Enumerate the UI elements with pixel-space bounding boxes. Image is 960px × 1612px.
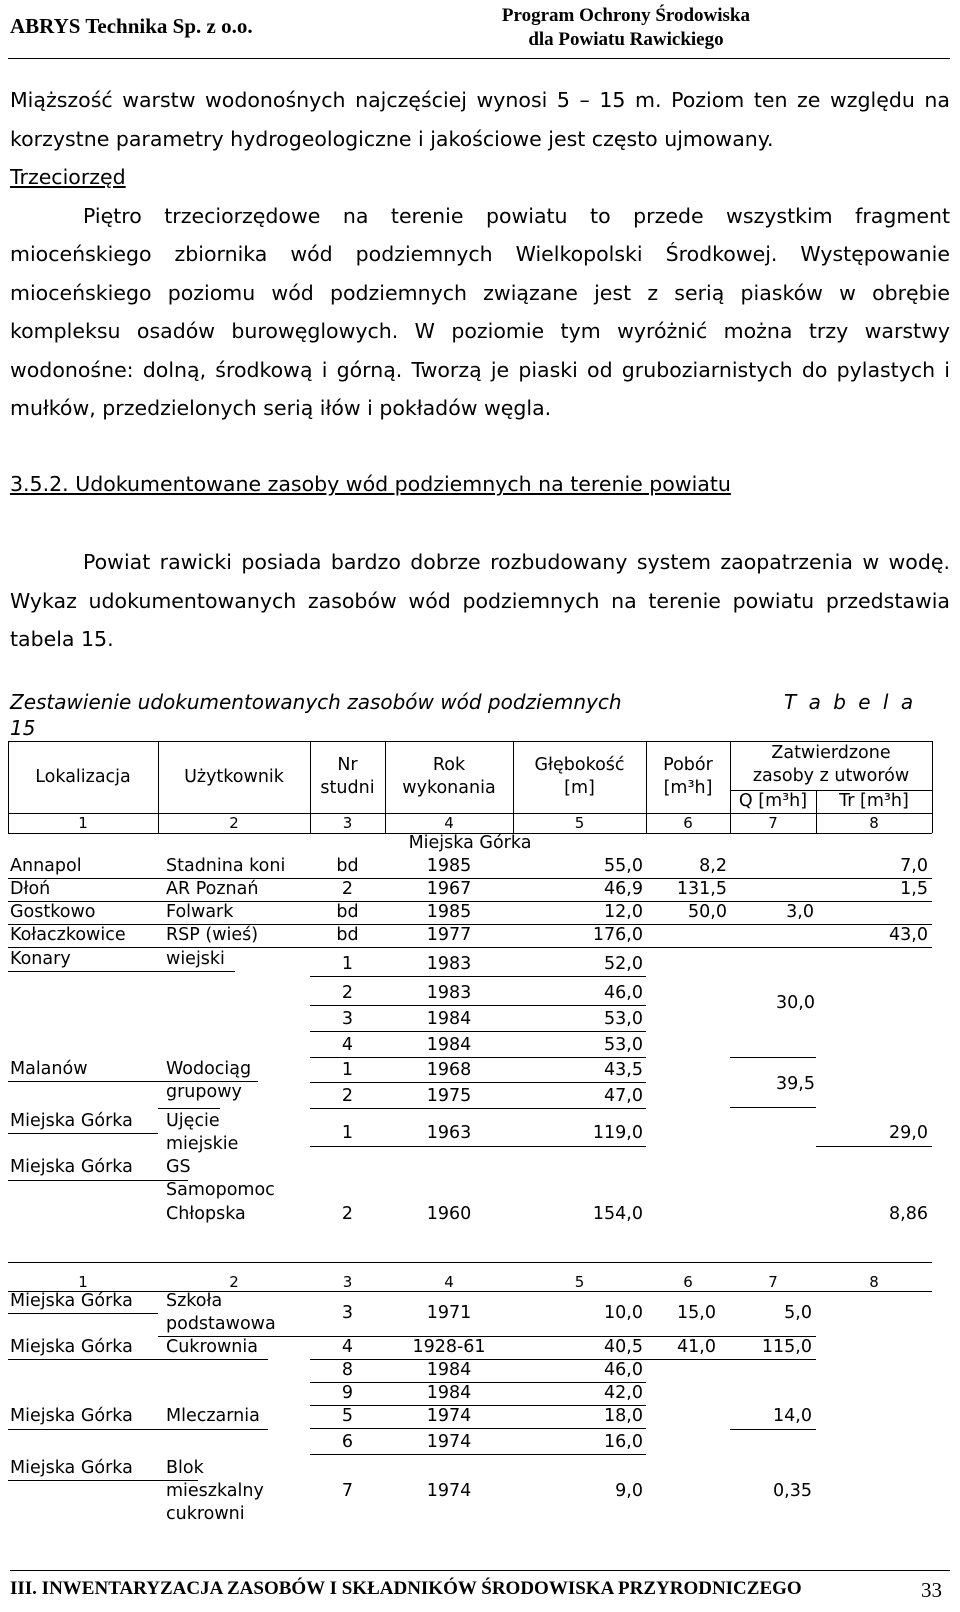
col-num: 7	[768, 814, 778, 832]
row-uzytkownik: Wodociąg	[166, 1059, 252, 1079]
row-rok: 1985	[426, 902, 472, 922]
row-uzytkownik: Stadnina koni	[166, 856, 286, 876]
col-header-pobor: Pobór	[663, 755, 713, 775]
row-rok: 1974	[426, 1432, 472, 1452]
page-number: 33	[921, 1578, 942, 1602]
row-glebokosc: 154,0	[592, 1204, 643, 1224]
row-rok: 1967	[426, 879, 472, 899]
section-heading: 3.5.2. Udokumentowane zasoby wód podziemnych na terenie powiatu	[10, 472, 731, 496]
row-uzytkownik-3: Chłopska	[166, 1204, 246, 1224]
col-num: 3	[342, 1273, 353, 1291]
row-nr: 4	[341, 1035, 354, 1055]
col-header-tr: Tr [m³h]	[839, 791, 909, 811]
row-tr: 1,5	[900, 879, 928, 899]
row-tr: 43,0	[889, 925, 928, 945]
col-num: 1	[78, 814, 88, 832]
row-rok: 1984	[426, 1360, 472, 1380]
col-num: 8	[869, 814, 879, 832]
program-title-line1: Program Ochrony Środowiska	[501, 5, 750, 26]
paragraph-line: Powiat rawicki posiada bardzo dobrze rozbudowany system zaopatrzenia w wodę.	[83, 550, 950, 574]
paragraph-line: kompleksu osadów burowęglowych. W poziomie tym wyróżnić można trzy warstwy	[10, 319, 950, 343]
row-glebokosc: 42,0	[604, 1383, 643, 1403]
col-header-pobor-2: [m³h]	[663, 778, 713, 798]
row-pobor: 15,0	[677, 1303, 716, 1323]
row-lokalizacja: Miejska Górka	[10, 1157, 133, 1177]
paragraph-line: Wykaz udokumentowanych zasobów wód podziemnych na terenie powiatu przedstawia	[10, 588, 950, 613]
col-header-zatwierdzone: Zatwierdzone	[771, 743, 891, 763]
row-q: 5,0	[784, 1303, 812, 1323]
row-rok: 1928-61	[412, 1337, 486, 1357]
col-num: 5	[574, 1273, 585, 1291]
col-num: 6	[683, 814, 693, 832]
row-rok: 1968	[426, 1060, 472, 1080]
row-uzytkownik: AR Poznań	[166, 879, 259, 899]
row-nr: bd	[336, 902, 359, 922]
row-glebokosc: 52,0	[604, 954, 643, 974]
row-lokalizacja: Miejska Górka	[10, 1291, 133, 1311]
row-lokalizacja: Miejska Górka	[10, 1111, 133, 1131]
col-num: 3	[342, 814, 353, 832]
company-name: ABRYS Technika Sp. z o.o.	[10, 14, 253, 38]
row-uzytkownik: Mleczarnia	[166, 1406, 260, 1426]
row-uzytkownik-2: grupowy	[166, 1082, 242, 1102]
row-q: 14,0	[773, 1406, 812, 1426]
col-num: 4	[444, 1273, 454, 1291]
row-uzytkownik: Blok	[166, 1458, 204, 1478]
col-num: 7	[768, 1273, 778, 1291]
row-lokalizacja: Malanów	[10, 1059, 88, 1079]
page-footer	[10, 1578, 950, 1600]
paragraph-line: mułków, przedzielonych serią iłów i pokładów węgla.	[10, 396, 552, 420]
col-num: 1	[78, 1273, 88, 1291]
row-nr: 8	[341, 1360, 354, 1380]
col-num: 2	[229, 814, 239, 832]
row-nr: 2	[341, 983, 354, 1003]
row-glebokosc: 16,0	[604, 1432, 643, 1452]
col-header-glebokosc: Głębokość	[534, 755, 625, 775]
paragraph-line: Miąższość warstw wodonośnych najczęściej wynosi 5 – 15 m. Poziom ten ze względu na	[10, 88, 950, 112]
row-uzytkownik: Cukrownia	[166, 1337, 258, 1357]
program-title-line2: dla Powiatu Rawickiego	[528, 29, 724, 50]
row-q: 115,0	[761, 1337, 812, 1357]
col-num: 4	[444, 814, 454, 832]
col-header-q: Q [m³h]	[738, 791, 808, 811]
row-lokalizacja: Konary	[10, 949, 71, 969]
row-tr: 29,0	[889, 1123, 928, 1143]
row-nr: bd	[336, 856, 359, 876]
row-nr: 2	[341, 1086, 354, 1106]
table-label: T a b e l a	[784, 690, 917, 714]
row-glebokosc: 119,0	[592, 1123, 643, 1143]
row-uzytkownik: Ujęcie	[166, 1111, 220, 1131]
row-rok: 1984	[426, 1009, 472, 1029]
row-uzytkownik-2: podstawowa	[166, 1314, 276, 1334]
row-glebokosc: 53,0	[604, 1009, 643, 1029]
row-rok: 1974	[426, 1406, 472, 1426]
paragraph-line: korzystne parametry hydrogeologiczne i jakościowe jest często ujmowany.	[10, 126, 774, 151]
row-uzytkownik: wiejski	[166, 949, 225, 969]
row-nr: 3	[341, 1009, 354, 1029]
row-glebokosc: 12,0	[604, 902, 643, 922]
row-tr: 7,0	[900, 856, 928, 876]
row-glebokosc: 47,0	[604, 1086, 643, 1106]
row-nr: 5	[341, 1406, 354, 1426]
col-num: 5	[574, 814, 585, 832]
row-uzytkownik: Folwark	[166, 902, 234, 922]
row-glebokosc: 40,5	[604, 1337, 643, 1357]
row-nr: 4	[341, 1337, 354, 1357]
row-nr: 2	[341, 1204, 354, 1224]
row-nr: 3	[341, 1303, 354, 1323]
row-lokalizacja: Annapol	[10, 856, 82, 876]
row-uzytkownik: Szkoła	[166, 1291, 223, 1311]
col-header-rok-2: wykonania	[402, 778, 496, 798]
row-lokalizacja: Dłoń	[10, 879, 51, 899]
row-glebokosc: 46,0	[604, 983, 643, 1003]
row-pobor: 131,5	[676, 879, 727, 899]
footer-rule	[10, 1570, 950, 1571]
row-q: 3,0	[786, 902, 814, 922]
paragraph-line: wodonośne: dolną, środkową i górną. Tworzą je piaski od gruboziarnistych do pylastych i	[10, 357, 950, 382]
row-nr: 1	[341, 1123, 354, 1143]
row-rok: 1983	[426, 954, 472, 974]
row-glebokosc: 53,0	[604, 1035, 643, 1055]
row-glebokosc: 10,0	[604, 1303, 643, 1323]
row-glebokosc: 55,0	[604, 856, 643, 876]
row-rok: 1971	[426, 1303, 472, 1323]
row-lokalizacja: Miejska Górka	[10, 1337, 133, 1357]
paragraph-line: mioceńskiego poziomu wód podziemnych związane jest z serią piasków w obrębie	[10, 280, 950, 305]
row-lokalizacja: Miejska Górka	[10, 1458, 133, 1478]
row-nr: 9	[341, 1383, 354, 1403]
col-header-lokalizacja: Lokalizacja	[35, 767, 131, 787]
col-num: 8	[869, 1273, 879, 1291]
row-q: 0,35	[773, 1481, 812, 1501]
row-lokalizacja: Gostkowo	[10, 902, 96, 922]
row-rok: 1960	[426, 1204, 472, 1224]
row-glebokosc: 43,5	[604, 1060, 643, 1080]
table-caption-number: 15	[10, 716, 36, 740]
row-uzytkownik-2: miejskie	[166, 1134, 239, 1154]
col-header-glebokosc-2: [m]	[564, 778, 595, 798]
row-lokalizacja: Kołaczkowice	[10, 925, 126, 945]
row-uzytkownik-2: Samopomoc	[166, 1180, 275, 1200]
row-uzytkownik-2: mieszkalny	[166, 1481, 264, 1501]
row-rok: 1984	[426, 1383, 472, 1403]
row-uzytkownik-3: cukrowni	[166, 1504, 245, 1524]
row-rok: 1963	[426, 1123, 472, 1143]
row-rok: 1977	[426, 925, 472, 945]
row-rok: 1985	[426, 856, 472, 876]
col-header-rok: Rok	[432, 755, 466, 775]
row-nr: bd	[336, 925, 359, 945]
row-rok: 1983	[426, 983, 472, 1003]
footer-chapter-title: III. INWENTARYZACJA ZASOBÓW I SKŁADNIKÓW ŚRODOWISKA PRZYRODNICZEGO	[10, 1578, 802, 1599]
row-glebokosc: 46,9	[604, 879, 643, 899]
row-glebokosc: 18,0	[604, 1406, 643, 1426]
row-tr: 8,86	[889, 1204, 928, 1224]
group-header: Miejska Górka	[408, 833, 532, 853]
paragraph-line: Piętro trzeciorzędowe na terenie powiatu to przede wszystkim fragment	[83, 203, 950, 228]
row-nr: 1	[341, 954, 354, 974]
row-glebokosc: 9,0	[615, 1481, 643, 1501]
col-header-nr-2: studni	[320, 778, 375, 798]
row-nr: 2	[341, 879, 354, 899]
col-header-nr: Nr	[337, 755, 358, 775]
row-rok: 1974	[426, 1481, 472, 1501]
subheading-trzeciorzed: Trzeciorzęd	[10, 165, 126, 189]
paragraph-line: tabela 15.	[10, 627, 114, 651]
paragraph-line: mioceńskiego zbiornika wód podziemnych Wielkopolski Środkowej. Występowanie	[10, 242, 950, 266]
row-nr: 7	[341, 1481, 354, 1501]
col-header-zasoby: zasoby z utworów	[752, 766, 910, 786]
row-rok: 1975	[426, 1086, 472, 1106]
row-q: 39,5	[776, 1074, 815, 1094]
row-q: 30,0	[776, 993, 815, 1013]
row-nr: 1	[341, 1060, 354, 1080]
table-caption-line1: Zestawienie udokumentowanych zasobów wód podziemnych	[10, 690, 622, 714]
row-pobor: 50,0	[688, 902, 727, 922]
col-num: 2	[229, 1273, 239, 1291]
row-uzytkownik: RSP (wieś)	[166, 925, 259, 945]
row-rok: 1984	[426, 1035, 472, 1055]
row-pobor: 8,2	[699, 856, 727, 876]
row-glebokosc: 46,0	[604, 1360, 643, 1380]
row-uzytkownik: GS	[166, 1157, 191, 1177]
row-nr: 6	[341, 1432, 354, 1452]
row-pobor: 41,0	[677, 1337, 716, 1357]
col-header-uzytkownik: Użytkownik	[184, 767, 284, 787]
row-lokalizacja: Miejska Górka	[10, 1406, 133, 1426]
row-glebokosc: 176,0	[592, 925, 643, 945]
col-num: 6	[683, 1273, 693, 1291]
